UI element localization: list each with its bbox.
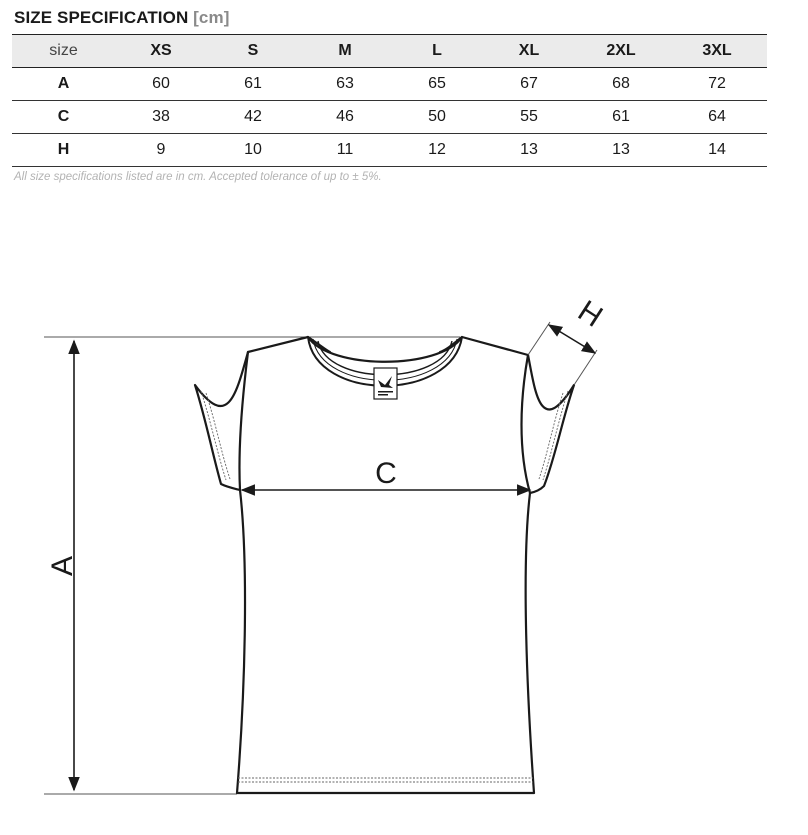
- row-label: H: [12, 134, 115, 167]
- table-cell: 65: [391, 68, 483, 101]
- table-cell: 50: [391, 101, 483, 134]
- table-cell: 42: [207, 101, 299, 134]
- column-header: 3XL: [667, 35, 767, 68]
- neck-label: [374, 368, 397, 399]
- column-header: 2XL: [575, 35, 667, 68]
- row-label: A: [12, 68, 115, 101]
- dimension-c-label: C: [375, 457, 397, 490]
- table-cell: 38: [115, 101, 207, 134]
- guide-lines: [44, 337, 460, 794]
- stitching: [201, 391, 568, 782]
- column-header: XL: [483, 35, 575, 68]
- tolerance-note: All size specifications listed are in cm. Accepted tolerance of up to ± 5%.: [14, 171, 382, 183]
- table-cell: 68: [575, 68, 667, 101]
- table-cell: 61: [575, 101, 667, 134]
- table-cell: 46: [299, 101, 391, 134]
- table-cell: 64: [667, 101, 767, 134]
- dimension-a-label: A: [46, 555, 79, 577]
- dimension-a: [46, 341, 79, 790]
- table-cell: 60: [115, 68, 207, 101]
- tshirt-outline: [195, 337, 574, 793]
- row-label: C: [12, 101, 115, 134]
- column-header: S: [207, 35, 299, 68]
- table-cell: 10: [207, 134, 299, 167]
- dimension-c: [242, 457, 530, 490]
- title-unit: [cm]: [193, 8, 230, 27]
- table-cell: 13: [575, 134, 667, 167]
- dimension-h: [528, 294, 608, 385]
- column-header: XS: [115, 35, 207, 68]
- dimension-h-label: H: [572, 294, 609, 334]
- table-cell: 61: [207, 68, 299, 101]
- table-cell: 12: [391, 134, 483, 167]
- table-cell: 13: [483, 134, 575, 167]
- column-header: L: [391, 35, 483, 68]
- table-cell: 67: [483, 68, 575, 101]
- table-cell: 9: [115, 134, 207, 167]
- title-main: SIZE SPECIFICATION: [14, 8, 189, 27]
- table-cell: 72: [667, 68, 767, 101]
- table-corner-label: size: [12, 35, 115, 68]
- table-cell: 55: [483, 101, 575, 134]
- table-cell: 14: [667, 134, 767, 167]
- table-cell: 63: [299, 68, 391, 101]
- column-header: M: [299, 35, 391, 68]
- table-cell: 11: [299, 134, 391, 167]
